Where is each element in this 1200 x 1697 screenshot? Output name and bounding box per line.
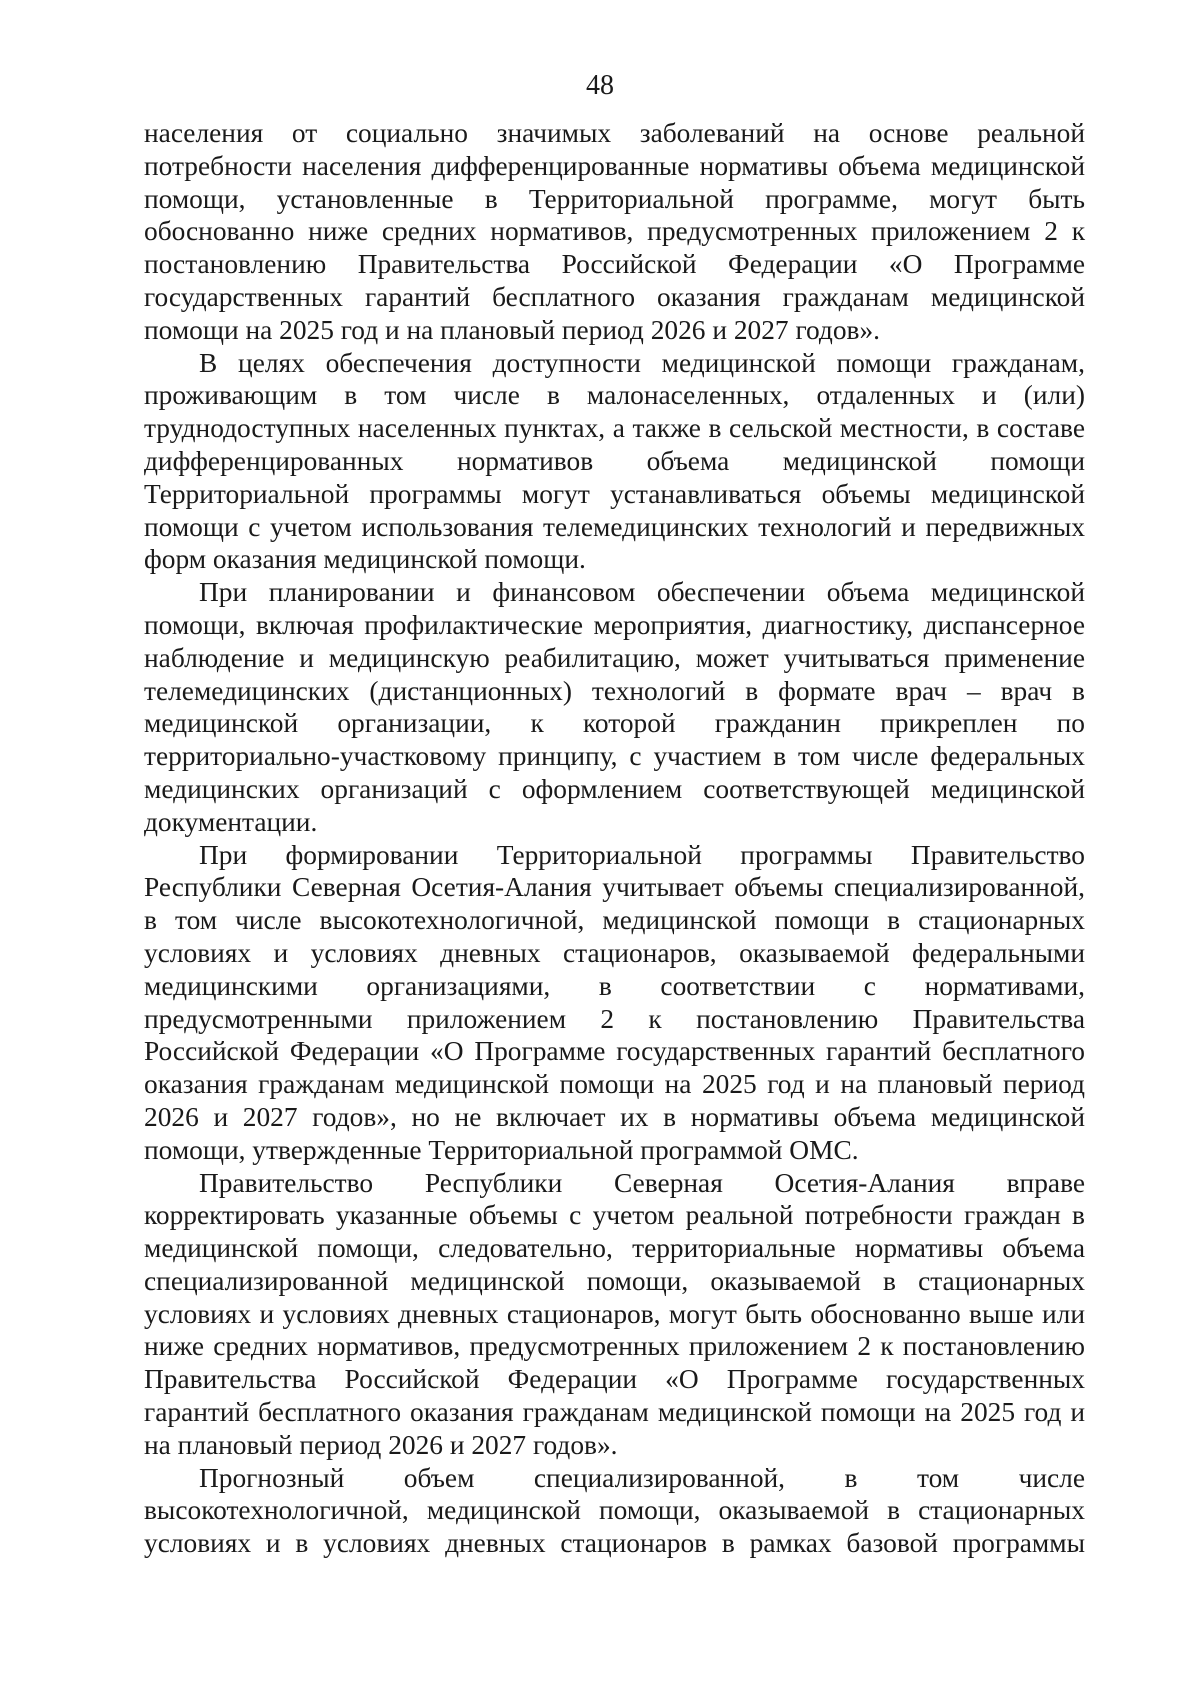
- paragraph-5: Правительство Республики Северная Осетия-Алания вправе корректировать указанные объемы с учетом реальной потребности граждан в медицинской помощи, следовательно, территориальные нормативы объема специализированной медицинской помощи, оказываемой в стационарных условиях и условиях дневных стационаров, могут быть обоснованно выше или ниже средних нормативов, предусмотренных приложением 2 к постановлению Правительства Российской Федерации «О Программе государственных гарантий бесплатного оказания гражданам медицинской помощи на 2025 год и на плановый период 2026 и 2027 годов».: [144, 1167, 1085, 1460]
- document-body: [144, 117, 1085, 1560]
- paragraph-3: При планировании и финансовом обеспечении объема медицинской помощи, включая профилактические мероприятия, диагностику, диспансерное наблюдение и медицинскую реабилитацию, может учитываться применение телемедицинских (дистанционных) технологий в формате врач – врач в медицинской организации, к которой гражданин прикреплен по территориально-участковому принципу, с участием в том числе федеральных медицинских организаций с оформлением соответствующей медицинской документации.: [144, 577, 1085, 837]
- paragraph-2: В целях обеспечения доступности медицинской помощи гражданам, проживающим в том числе в малонаселенных, отдаленных и (или) труднодоступных населенных пунктах, а также в сельской местности, в составе дифференцированных нормативов объема медицинской помощи Территориальной программы могут устанавливаться объемы медицинской помощи с учетом использования телемедицинских технологий и передвижных форм оказания медицинской помощи.: [144, 347, 1085, 575]
- paragraph-6: Прогнозный объем специализированной, в том числе высокотехнологичной, медицинской помощи, оказываемой в стационарных условиях и в условиях дневных стационаров в рамках базовой программы: [144, 1462, 1085, 1559]
- paragraph-1: населения от социально значимых заболеваний на основе реальной потребности населения дифференцированные нормативы объема медицинской помощи, установленные в Территориальной программе, могут быть обоснованно ниже средних нормативов, предусмотренных приложением 2 к постановлению Правительства Российской Федерации «О Программе государственных гарантий бесплатного оказания гражданам медицинской помощи на 2025 год и на плановый период 2026 и 2027 годов».: [144, 118, 1085, 345]
- paragraph-4: При формировании Территориальной программы Правительство Республики Северная Осетия-Алания учитывает объемы специализированной, в том числе высокотехнологичной, медицинской помощи в стационарных условиях и условиях дневных стационаров, оказываемой федеральными медицинскими организациями, в соответствии с нормативами, предусмотренными приложением 2 к постановлению Правительства Российской Федерации «О Программе государственных гарантий бесплатного оказания гражданам медицинской помощи на 2025 год и на плановый период 2026 и 2027 годов», но не включает их в нормативы объема медицинской помощи, утвержденные Территориальной программой ОМС.: [144, 839, 1085, 1165]
- page-number: 48: [586, 70, 614, 101]
